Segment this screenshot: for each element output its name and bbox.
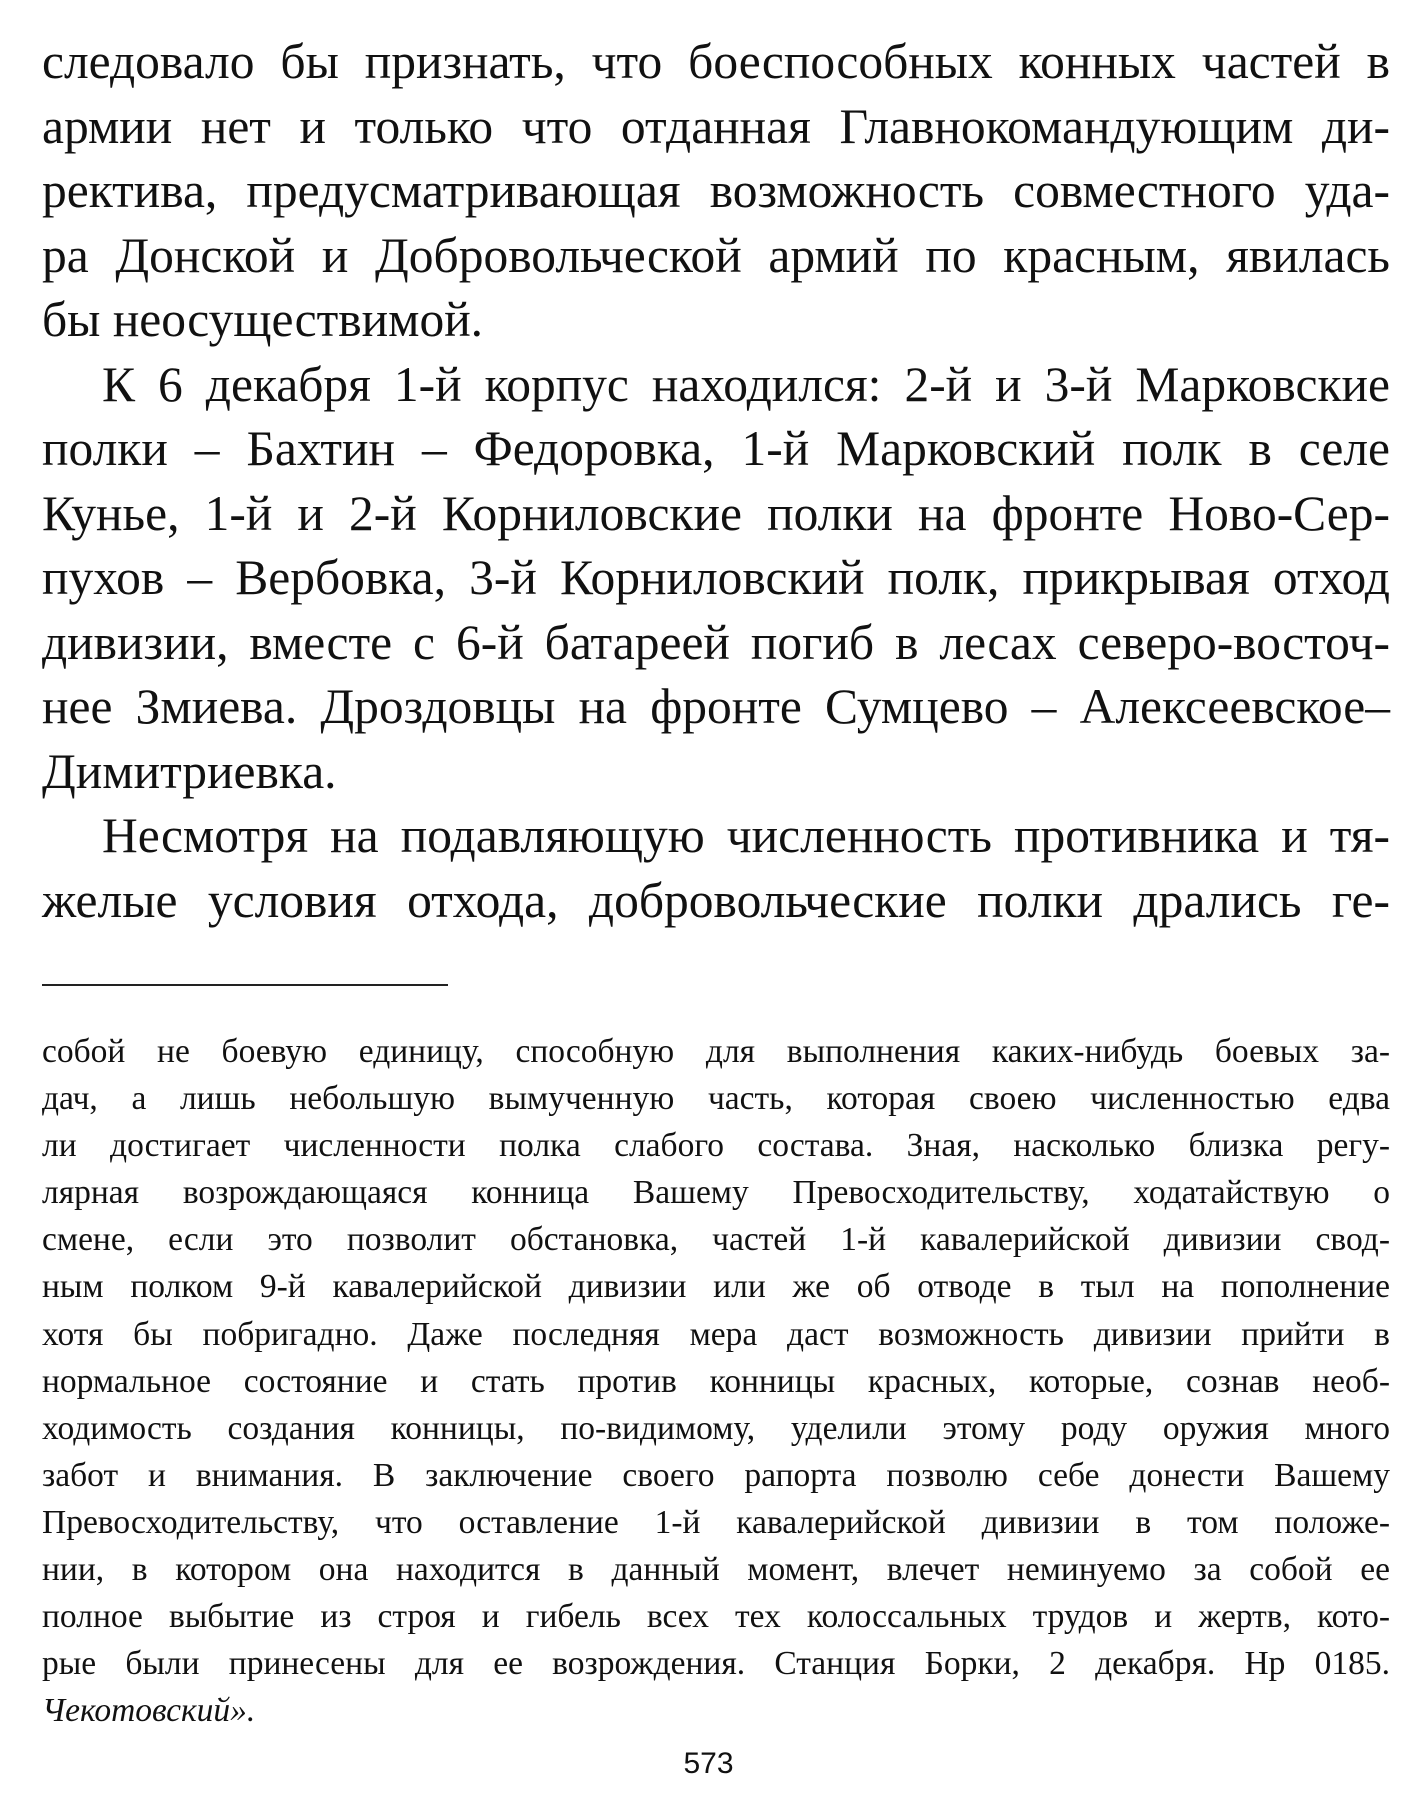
- page-number: 573: [683, 1747, 734, 1780]
- footnote-signature-line: [42, 1687, 1390, 1734]
- footnote-line: собой не боевую единицу, способную для выполнения каких-нибудь боевых за-: [42, 1033, 1390, 1070]
- footnote-line: ным полком 9-й кавалерийской дивизии или же об отводе в тыл на пополнение: [42, 1268, 1390, 1306]
- footnote-line: дач, а лишь небольшую вымученную часть, которая своею численностью едва: [42, 1080, 1390, 1118]
- text-line: пухов – Вербовка, 3-й Корниловский полк, прикрывая отход: [42, 550, 1390, 605]
- text-line: следовало бы признать, что боеспособных конных частей в: [42, 34, 1390, 89]
- footnote-separator: [42, 984, 448, 986]
- text-line: К 6 декабря 1-й корпус находился: 2-й и 3-й Марковские: [102, 356, 1390, 412]
- footnote: [42, 1028, 1390, 1734]
- footnote-signature: Чекотовский».: [42, 1692, 256, 1730]
- text-line: бы неосуществимой.: [42, 292, 484, 347]
- text-line: ректива, предусматривающая возможность совместного уда-: [42, 163, 1390, 218]
- text-line: Кунье, 1-й и 2-й Корниловские полки на фронте Ново-Сер-: [42, 485, 1390, 541]
- footnote-line: смене, если это позволит обстановка, частей 1-й кавалерийской дивизии свод-: [42, 1221, 1390, 1259]
- footnote-line: нии, в котором она находится в данный момент, влечет неминуемо за собой ее: [42, 1551, 1390, 1589]
- text-line: дивизии, вместе с 6-й батареей погиб в лесах северо-восточ-: [42, 614, 1390, 670]
- text-line: ра Донской и Добровольческой армий по красным, явилась: [42, 227, 1390, 283]
- footnote-line: Превосходительству, что оставление 1-й кавалерийской дивизии в том положе-: [42, 1503, 1390, 1541]
- text-line: армии нет и только что отданная Главнокомандующим ди-: [42, 98, 1390, 154]
- footnote-line: забот и внимания. В заключение своего рапорта позволю себе донести Вашему: [42, 1456, 1390, 1494]
- text-line: Несмотря на подавляющую численность противника и тя-: [102, 808, 1390, 863]
- footnote-line: нормальное состояние и стать против конницы красных, которые, сознав необ-: [42, 1362, 1390, 1400]
- footnote-line: лярная возрождающаяся конница Вашему Превосходительству, ходатайствую о: [42, 1174, 1390, 1212]
- footnote-line: рые были принесены для ее возрождения. Станция Борки, 2 декабря. Нр 0185.: [42, 1645, 1390, 1683]
- text-line: желые условия отхода, добровольческие полки дрались ге-: [42, 872, 1390, 928]
- footnote-line: хотя бы побригадно. Даже последняя мера даст возможность дивизии прийти в: [42, 1315, 1390, 1353]
- text-line: нее Змиева. Дроздовцы на фронте Сумцево – Алексеевское–: [42, 679, 1390, 734]
- text-line: полки – Бахтин – Федоровка, 1-й Марковский полк в селе: [42, 421, 1390, 476]
- footnote-line: полное выбытие из строя и гибель всех тех колоссальных трудов и жертв, кото-: [42, 1598, 1390, 1636]
- footnote-line: ходимость создания конницы, по-видимому, уделили этому роду оружия много: [42, 1409, 1390, 1447]
- text-line: Димитриевка.: [42, 743, 337, 799]
- main-text: [42, 30, 1390, 933]
- footnote-line: ли достигает численности полка слабого состава. Зная, насколько близка регу-: [42, 1127, 1390, 1165]
